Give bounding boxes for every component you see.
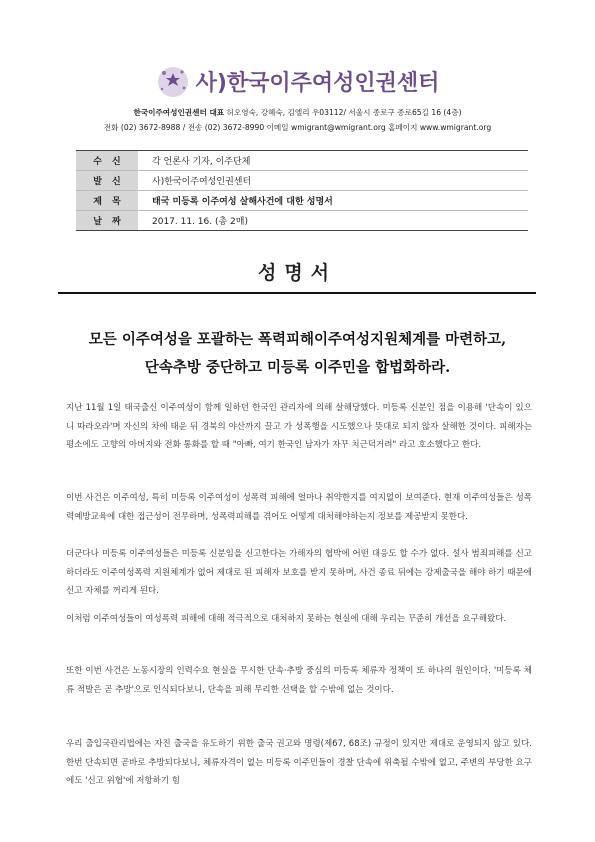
meta-value: 태국 미등록 이주여성 살해사건에 대한 성명서	[152, 197, 333, 207]
headline-line-2: 단속추방 중단하고 미등록 이주민을 합법화하라.	[144, 359, 451, 376]
logo	[0, 64, 595, 98]
meta-value: 2017. 11. 16. (총 2매)	[152, 217, 248, 227]
paragraph-6: 우리 출입국관리법에는 자진 출국을 유도하기 위한 출국 권고와 명령(제67, 68조) 규정이 있지만 제대로 운영되지 않고 있다. 한번 단속되면 곧바로 추방되다보니, 체류자격이 없는 미등록 이주민들이 경찰 단속에 위축될 수밖에 없고, 주변의 부당한 요구에도 '신고 위협'에 저항하기 힘	[66, 739, 532, 786]
paragraph-4: 이처럼 이주여성들이 여성폭력 피해에 대해 적극적으로 대처하지 못하는 현실에 대해 우리는 꾸준히 개선을 요구해왔다.	[66, 614, 507, 624]
contact-info: 전화 (02) 3672-8988 / 전송 (02) 3672-8990 이메일 wmigrant@wmigrant.org 홈페이지 www.wmigrant.org	[103, 123, 492, 132]
meta-value: 사)한국이주여성인권센터	[152, 177, 252, 187]
meta-row-recipient	[76, 151, 528, 171]
meta-key: 수신	[76, 151, 138, 170]
document-title: 성명서	[257, 262, 338, 284]
stars-person-logo-icon	[156, 64, 190, 98]
letterhead	[0, 64, 595, 133]
meta-table	[76, 150, 528, 231]
paragraph-5: 또한 이번 사건은 노동시장의 인력수요 현실을 무시한 단속·추방 중심의 미등록 체류자 정책이 또 하나의 원인이다. '미등록 체류 적발은 곧 추방'으로 인식되다보니, 단속을 피해 무리한 선택을 할 수밖에 없는 것이다.	[66, 666, 532, 695]
meta-key: 발신	[76, 171, 138, 190]
headline-line-1: 모든 이주여성을 포괄하는 폭력피해이주여성지원체계를 마련하고,	[88, 331, 507, 348]
org-details: 허오영숙, 강혜숙, 김엘리 우03112/ 서울시 종로구 종로65길 16 (4층)	[226, 108, 462, 117]
meta-value: 각 언론사 기자, 이주단체	[152, 157, 251, 167]
meta-key: 날짜	[76, 211, 138, 230]
paragraph-3: 더군다나 미등록 이주여성들은 미등록 신분임을 신고한다는 가해자의 협박에 어떤 대응도 할 수가 없다. 설사 범죄피해를 신고하더라도 이주여성폭력 지원체계가 없어 제대로 된 피해자 보호를 받지 못하며, 사건 종료 뒤에는 강제출국을 해야 하기 때문에 신고 자체를 꺼리게 된다.	[66, 549, 532, 596]
logo-text: 사)한국이주여성인권센터	[195, 70, 440, 96]
paragraph-2: 이번 사건은 이주여성, 특히 미등록 이주여성이 성폭력 피해에 얼마나 취약한지를 여지없이 보여준다. 현재 이주여성들은 성폭력예방교육에 대한 접근성이 전무하며, 성폭력피해를 겪어도 어떻게 대처해야하는지 정보를 제공받지 못한다.	[66, 493, 532, 522]
title-divider	[58, 292, 536, 294]
org-label: 한국이주여성인권센터 대표	[133, 108, 225, 117]
meta-key: 제목	[76, 191, 138, 210]
org-info	[0, 107, 595, 118]
meta-row-date	[76, 211, 528, 230]
meta-row-subject	[76, 191, 528, 211]
meta-row-sender	[76, 171, 528, 191]
paragraph-1: 지난 11월 1일 태국출신 이주여성이 함께 일하던 한국인 관리자에 의해 살해당했다. 미등록 신분인 점을 이용해 '단속이 있으니 따라오라'며 자신의 차에 태운 뒤 경북의 야산까지 끌고 가 성폭행을 시도했으나 뜻대로 되지 않자 살해한 것이다. 피해자는 평소에도 고향의 아버지와 전화 통화를 할 때 "아빠, 여기 한국인 남자가 자꾸 치근덕거려" 라고 호소했다고 한다.	[66, 403, 532, 450]
